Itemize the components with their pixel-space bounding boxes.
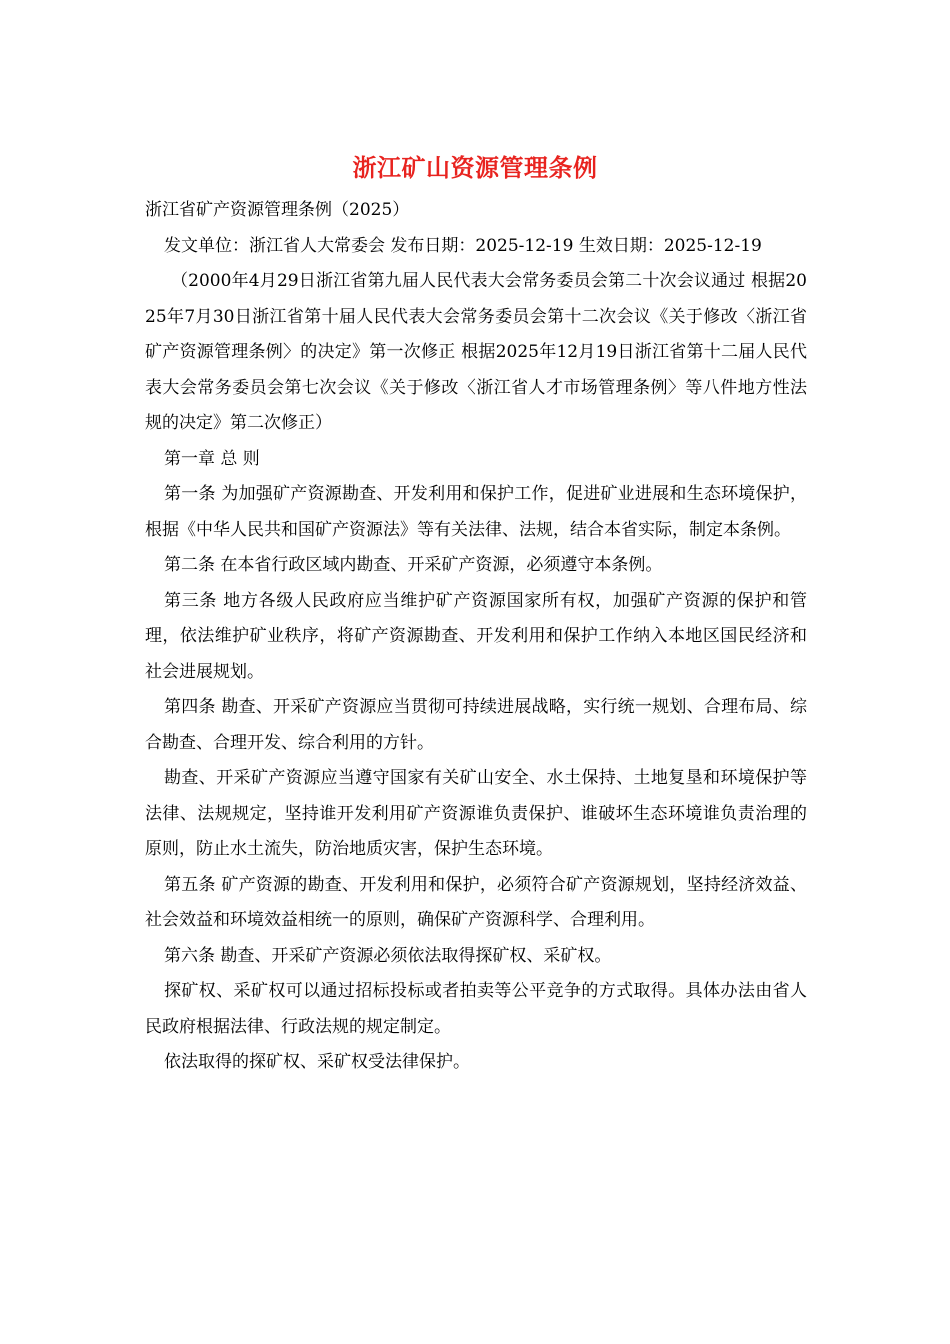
article-paragraph: 第五条 矿产资源的勘查、开发利用和保护，必须符合矿产资源规划，坚持经济效益、社会效益和环境效益相统一的原则，确保矿产资源科学、合理利用。: [145, 874, 807, 930]
document-subtitle: 浙江省矿产资源管理条例（2025）: [145, 200, 410, 220]
article-paragraph: 探矿权、采矿权可以通过招标投标或者拍卖等公平竞争的方式取得。具体办法由省人民政府根据法律、行政法规的规定制定。: [145, 981, 807, 1037]
document-body: [145, 193, 807, 1081]
revision-note: （2000年4月29日浙江省第九届人民代表大会常务委员会第二十次会议通过 根据2025年7月30日浙江省第十届人民代表大会常务委员会第十二次会议《关于修改〈浙江省矿产资源管理条例〉的决定》第一次修正 根据2025年12月19日浙江省第十二届人民代表大会常务委员会第七次会议《关于修改〈浙江省人才市场管理条例〉等八件地方性法规的决定》第二次修正）: [145, 271, 807, 433]
article-paragraph: 第三条 地方各级人民政府应当维护矿产资源国家所有权，加强矿产资源的保护和管理，依法维护矿业秩序，将矿产资源勘查、开发利用和保护工作纳入本地区国民经济和社会进展规划。: [145, 590, 807, 682]
article-paragraph: 第二条 在本省行政区域内勘查、开采矿产资源，必须遵守本条例。: [164, 555, 663, 575]
chapter-heading: 第一章 总 则: [164, 448, 260, 469]
article-paragraph: 第六条 勘查、开采矿产资源必须依法取得探矿权、采矿权。: [164, 945, 612, 966]
article-paragraph: 第一条 为加强矿产资源勘查、开发利用和保护工作，促进矿业进展和生态环境保护，根据《中华人民共和国矿产资源法》等有关法律、法规，结合本省实际，制定本条例。: [145, 484, 807, 540]
issue-info: 发文单位：浙江省人大常委会 发布日期：2025-12-19 生效日期：2025-12-19: [164, 235, 762, 256]
article-paragraph: 勘查、开采矿产资源应当遵守国家有关矿山安全、水土保持、土地复垦和环境保护等法律、法规规定，坚持谁开发利用矿产资源谁负责保护、谁破坏生态环境谁负责治理的原则，防止水土流失，防治地质灾害，保护生态环境。: [145, 768, 807, 859]
article-paragraph: 第四条 勘查、开采矿产资源应当贯彻可持续进展战略，实行统一规划、合理布局、综合勘查、合理开发、综合利用的方针。: [145, 697, 807, 753]
article-paragraph: 依法取得的探矿权、采矿权受法律保护。: [164, 1052, 470, 1072]
document-title: 浙江矿山资源管理条例: [352, 153, 598, 182]
